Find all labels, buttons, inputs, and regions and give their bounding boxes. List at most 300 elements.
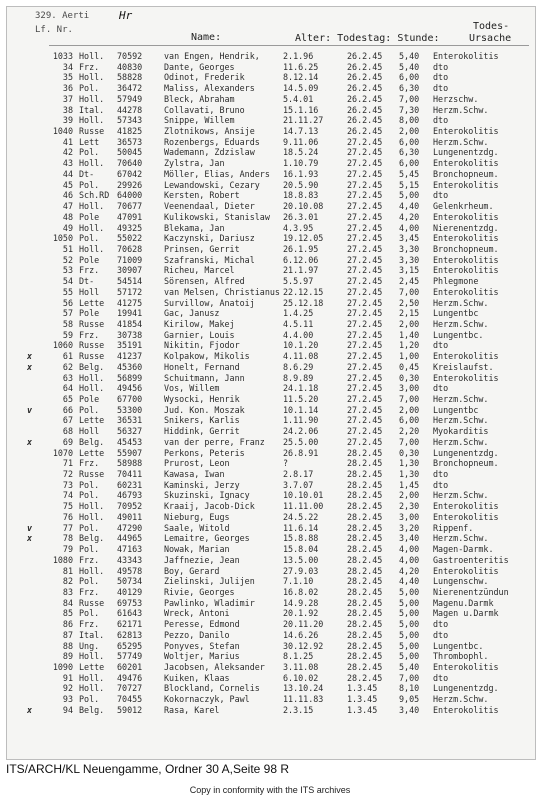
row-death-date: 27.2.45 <box>347 329 383 340</box>
row-cause-of-death: Gelenkrheum. <box>433 201 494 212</box>
row-birth-date: 8.9.89 <box>283 372 314 383</box>
row-number: 57 <box>62 308 73 319</box>
row-prisoner-number: 70411 <box>117 469 143 480</box>
row-hour: 5,00 <box>399 586 420 597</box>
row-prisoner-number: 47163 <box>117 544 143 555</box>
row-nationality: Belg. <box>79 533 105 544</box>
table-row <box>7 587 535 598</box>
row-name: van Melsen, Christianus <box>164 286 280 297</box>
row-death-date: 28.2.45 <box>347 501 383 512</box>
row-name: Blockland, Cornelis <box>164 683 260 694</box>
row-birth-date: 20.1.92 <box>283 608 319 619</box>
row-nationality: Pole <box>79 254 100 265</box>
row-number: 86 <box>62 619 73 630</box>
row-cause-of-death: Enterokolitis <box>433 661 499 672</box>
row-nationality: Holl <box>79 286 100 297</box>
row-nationality: Holl. <box>79 51 105 61</box>
row-hour: 3,30 <box>399 243 420 254</box>
row-birth-date: 15.1.16 <box>283 104 319 115</box>
row-hour: 8,10 <box>399 683 420 694</box>
row-number: 89 <box>62 651 73 662</box>
row-birth-date: 16.1.93 <box>283 168 319 179</box>
row-birth-date: 4.4.00 <box>283 329 314 340</box>
row-hour: 2,00 <box>399 404 420 415</box>
row-birth-date: 8.12.14 <box>283 72 319 83</box>
row-hour: 4,00 <box>399 544 420 555</box>
row-death-date: 1.3.45 <box>347 704 378 715</box>
row-cause-of-death: Gastroenteritis <box>433 554 509 565</box>
row-number: 62 <box>62 361 73 372</box>
row-prisoner-number: 41825 <box>117 126 143 137</box>
row-death-date: 27.2.45 <box>347 168 383 179</box>
row-death-date: 27.2.45 <box>347 179 383 190</box>
row-nationality: Holl. <box>79 383 105 394</box>
row-hour: 5,00 <box>399 619 420 630</box>
row-death-date: 1.3.45 <box>347 694 378 705</box>
table-row <box>7 608 535 619</box>
table-row <box>7 426 535 437</box>
row-hour: 5,40 <box>399 61 420 72</box>
row-cause-of-death: Herzm.Schw. <box>433 533 489 544</box>
row-nationality: Pol. <box>79 404 100 415</box>
row-hour: 1,40 <box>399 329 420 340</box>
row-birth-date: 8.1.25 <box>283 651 314 662</box>
row-prisoner-number: 19941 <box>117 308 143 319</box>
row-hour: 1,00 <box>399 351 420 362</box>
row-prisoner-number: 35191 <box>117 340 143 351</box>
table-row <box>7 223 535 234</box>
row-death-date: 28.2.45 <box>347 522 383 533</box>
row-cause-of-death: Enterokolitis <box>433 511 499 522</box>
row-mark: x <box>27 704 33 715</box>
row-cause-of-death: Magen u.Darmk <box>433 608 499 619</box>
row-birth-date: 2.8.17 <box>283 469 314 480</box>
row-hour: 7,00 <box>399 436 420 447</box>
row-number: 72 <box>62 469 73 480</box>
row-nationality: Dt- <box>79 168 95 179</box>
row-cause-of-death: dto <box>433 469 449 480</box>
row-nationality: Holl. <box>79 672 105 683</box>
row-nationality: Holl <box>79 426 100 437</box>
row-cause-of-death: Magenu.Darmk <box>433 597 494 608</box>
row-cause-of-death: Herzm.Schw. <box>433 490 489 501</box>
row-name: Vos, Willem <box>164 383 220 394</box>
row-number: 92 <box>62 683 73 694</box>
row-prisoner-number: 56327 <box>117 426 143 437</box>
row-cause-of-death: dto <box>433 61 449 72</box>
table-row <box>7 405 535 416</box>
row-hour: 3,40 <box>399 704 420 715</box>
row-hour: 7,00 <box>399 394 420 404</box>
row-hour: 5,00 <box>399 651 420 662</box>
table-row <box>7 255 535 266</box>
row-birth-date: 11.6.14 <box>283 522 319 533</box>
row-nationality: Pol. <box>79 233 100 244</box>
row-death-date: 27.2.45 <box>347 318 383 329</box>
row-prisoner-number: 57343 <box>117 115 143 126</box>
row-nationality: Holl. <box>79 651 105 662</box>
row-number: 78 <box>62 533 73 544</box>
table-row <box>7 180 535 191</box>
row-name: Nikitin, Fjodor <box>164 340 240 351</box>
row-birth-date: 3.7.07 <box>283 479 314 490</box>
row-birth-date: 11.11.83 <box>283 694 324 705</box>
row-death-date: 27.2.45 <box>347 394 383 404</box>
row-hour: 4,20 <box>399 211 420 222</box>
row-hour: 2,00 <box>399 318 420 329</box>
row-death-date: 26.2.45 <box>347 72 383 83</box>
row-number: 74 <box>62 490 73 501</box>
row-number: 47 <box>62 201 73 212</box>
row-prisoner-number: 41275 <box>117 297 143 308</box>
row-nationality: Pol. <box>79 479 100 490</box>
row-nationality: Frz. <box>79 586 100 597</box>
row-name: Richeu, Marcel <box>164 265 235 276</box>
table-row <box>7 641 535 652</box>
row-name: Rivie, Georges <box>164 586 235 597</box>
row-mark: v <box>27 522 33 533</box>
row-death-date: 27.2.45 <box>347 286 383 297</box>
row-name: Skuzinski, Ignacy <box>164 490 250 501</box>
row-hour: 2,30 <box>399 501 420 512</box>
row-number: 77 <box>62 522 73 533</box>
row-cause-of-death: Herzm.Schw. <box>433 297 489 308</box>
row-cause-of-death: dto <box>433 619 449 630</box>
row-birth-date: 20.10.08 <box>283 201 324 212</box>
row-death-date: 28.2.45 <box>347 544 383 555</box>
row-birth-date: 5.5.97 <box>283 276 314 287</box>
row-birth-date: 26.1.95 <box>283 243 319 254</box>
row-prisoner-number: 36573 <box>117 136 143 147</box>
row-number: 1060 <box>52 340 73 351</box>
row-death-date: 27.2.45 <box>347 222 383 233</box>
row-number: 58 <box>62 318 73 329</box>
row-birth-date: 27.9.03 <box>283 565 319 576</box>
row-birth-date: 30.12.92 <box>283 640 324 651</box>
row-name: Wademann, Zdzislaw <box>164 147 255 158</box>
row-prisoner-number: 55907 <box>117 447 143 458</box>
row-number: 55 <box>62 286 73 297</box>
row-cause-of-death: dto <box>433 190 449 201</box>
header-col-ursache: Ursache <box>469 33 512 44</box>
row-prisoner-number: 50045 <box>117 147 143 158</box>
row-name: Saale, Witold <box>164 522 230 533</box>
row-number: 93 <box>62 694 73 705</box>
row-death-date: 27.2.45 <box>347 201 383 212</box>
row-prisoner-number: 65295 <box>117 640 143 651</box>
row-prisoner-number: 56899 <box>117 372 143 383</box>
table-row <box>7 576 535 587</box>
row-nationality: Pole <box>79 308 100 319</box>
row-death-date: 28.2.45 <box>347 608 383 619</box>
table-row <box>7 662 535 673</box>
row-birth-date: 22.12.15 <box>283 286 324 297</box>
row-cause-of-death: Bronchopneum. <box>433 168 499 179</box>
row-name: Snippe, Willem <box>164 115 235 126</box>
row-name: Kawasa, Iwan <box>164 469 225 480</box>
row-nationality: Holl. <box>79 501 105 512</box>
row-number: 51 <box>62 243 73 254</box>
row-prisoner-number: 71009 <box>117 254 143 265</box>
row-nationality: Pol. <box>79 179 100 190</box>
row-birth-date: 21.1.97 <box>283 265 319 276</box>
row-cause-of-death: Enterokolitis <box>433 704 499 715</box>
row-number: 64 <box>62 383 73 394</box>
row-prisoner-number: 36531 <box>117 415 143 426</box>
row-hour: 3,15 <box>399 265 420 276</box>
row-cause-of-death: Lungentbc <box>433 404 479 415</box>
row-cause-of-death: Lungenentzdg. <box>433 147 499 158</box>
row-death-date: 28.2.45 <box>347 629 383 640</box>
row-name: Ponyves, Stefan <box>164 640 240 651</box>
row-nationality: Frz. <box>79 458 100 469</box>
row-birth-date: 10.1.20 <box>283 340 319 351</box>
row-nationality: Frz. <box>79 61 100 72</box>
row-death-date: 27.2.45 <box>347 426 383 437</box>
row-name: Kirilow, Makej <box>164 318 235 329</box>
row-prisoner-number: 61643 <box>117 608 143 619</box>
table-row <box>7 415 535 426</box>
row-name: Jud. Kon. Moszak <box>164 404 245 415</box>
row-cause-of-death: Enterokolitis <box>433 158 499 169</box>
row-nationality: Russe <box>79 469 105 480</box>
row-name: van Engen, Hendrik, <box>164 51 260 61</box>
table-row <box>7 437 535 448</box>
row-name: Peresse, Edmond <box>164 619 240 630</box>
table-row <box>7 555 535 566</box>
header-col-alter-todestag-stunde: Alter: Todestag: Stunde: <box>295 33 440 44</box>
row-cause-of-death: Herzm.Schw. <box>433 394 489 404</box>
row-birth-date: 4.5.11 <box>283 318 314 329</box>
row-death-date: 27.2.45 <box>347 254 383 265</box>
row-birth-date: 24.1.18 <box>283 383 319 394</box>
row-death-date: 27.2.45 <box>347 372 383 383</box>
row-prisoner-number: 45360 <box>117 361 143 372</box>
row-name: Pawlinko, Wladimir <box>164 597 255 608</box>
row-birth-date: 3.11.08 <box>283 661 319 672</box>
row-hour: 3,00 <box>399 383 420 394</box>
row-number: 71 <box>62 458 73 469</box>
row-death-date: 27.2.45 <box>347 340 383 351</box>
row-cause-of-death: Rippenf. <box>433 522 474 533</box>
row-cause-of-death: dto <box>433 72 449 83</box>
row-prisoner-number: 64000 <box>117 190 143 201</box>
row-hour: 5,15 <box>399 179 420 190</box>
row-death-date: 28.2.45 <box>347 511 383 522</box>
row-prisoner-number: 40129 <box>117 586 143 597</box>
row-death-date: 28.2.45 <box>347 651 383 662</box>
row-nationality: Pol. <box>79 694 100 705</box>
row-hour: 0,30 <box>399 447 420 458</box>
table-row <box>7 683 535 694</box>
row-name: Collavati, Bruno <box>164 104 245 115</box>
table-row <box>7 673 535 684</box>
table-row <box>7 201 535 212</box>
row-birth-date: 11.11.00 <box>283 501 324 512</box>
row-death-date: 27.2.45 <box>347 404 383 415</box>
row-cause-of-death: Enterokolitis <box>433 286 499 297</box>
row-cause-of-death: Enterokolitis <box>433 126 499 137</box>
row-name: Lemaitre, Georges <box>164 533 250 544</box>
row-prisoner-number: 54514 <box>117 276 143 287</box>
row-birth-date: 15.8.04 <box>283 544 319 555</box>
row-nationality: Frz. <box>79 554 100 565</box>
row-hour: 4,40 <box>399 201 420 212</box>
table-row <box>7 233 535 244</box>
row-cause-of-death: Enterokolitis <box>433 51 499 61</box>
row-nationality: Lette <box>79 297 105 308</box>
row-hour: 2,00 <box>399 490 420 501</box>
row-name: Wreck, Antoni <box>164 608 230 619</box>
table-row <box>7 287 535 298</box>
table-row <box>7 126 535 137</box>
row-cause-of-death: Enterokolitis <box>433 254 499 265</box>
row-birth-date: 26.3.01 <box>283 211 319 222</box>
row-birth-date: 25.12.18 <box>283 297 324 308</box>
row-name: Zielinski, Julijen <box>164 576 255 587</box>
row-death-date: 28.2.45 <box>347 447 383 458</box>
table-row <box>7 83 535 94</box>
table-row <box>7 469 535 480</box>
row-cause-of-death: Bronchopneum. <box>433 243 499 254</box>
row-prisoner-number: 69753 <box>117 597 143 608</box>
row-prisoner-number: 67042 <box>117 168 143 179</box>
row-death-date: 27.2.45 <box>347 415 383 426</box>
row-number: 1050 <box>52 233 73 244</box>
row-name: Nieburg, Eugs <box>164 511 230 522</box>
row-nationality: Dt- <box>79 276 95 287</box>
row-name: Dante, Georges <box>164 61 235 72</box>
row-number: 54 <box>62 276 73 287</box>
row-cause-of-death: dto <box>433 115 449 126</box>
row-prisoner-number: 58828 <box>117 72 143 83</box>
row-nationality: Ital. <box>79 629 105 640</box>
row-prisoner-number: 49011 <box>117 511 143 522</box>
row-prisoner-number: 47290 <box>117 522 143 533</box>
row-name: Nowak, Marian <box>164 544 230 555</box>
row-name: Kulikowski, Stanislaw <box>164 211 270 222</box>
header-col-lf-nr: Lf. Nr. <box>35 25 73 35</box>
row-death-date: 28.2.45 <box>347 672 383 683</box>
row-nationality: Pol. <box>79 544 100 555</box>
row-number: 63 <box>62 372 73 383</box>
row-birth-date: 6.10.02 <box>283 672 319 683</box>
row-prisoner-number: 41237 <box>117 351 143 362</box>
row-prisoner-number: 50734 <box>117 576 143 587</box>
row-mark: x <box>27 351 33 362</box>
row-death-date: 27.2.45 <box>347 361 383 372</box>
row-birth-date: 1.4.25 <box>283 308 314 319</box>
row-birth-date: 13.5.00 <box>283 554 319 565</box>
row-birth-date: 20.11.20 <box>283 619 324 630</box>
row-name: Boy, Gerard <box>164 565 220 576</box>
row-number: 46 <box>62 190 73 201</box>
row-mark: x <box>27 436 33 447</box>
row-birth-date: ? <box>283 458 289 469</box>
row-hour: 5,00 <box>399 608 420 619</box>
row-nationality: Lette <box>79 447 105 458</box>
row-cause-of-death: Kreislaufst. <box>433 361 494 372</box>
row-hour: 1,45 <box>399 479 420 490</box>
ledger-page-scan <box>6 6 536 760</box>
row-hour: 5,40 <box>399 51 420 61</box>
row-number: 1033 <box>52 51 73 61</box>
row-nationality: Pol. <box>79 522 100 533</box>
row-number: 69 <box>62 436 73 447</box>
row-name: Möller, Elias, Anders <box>164 168 270 179</box>
row-prisoner-number: 58988 <box>117 458 143 469</box>
row-hour: 6,00 <box>399 72 420 83</box>
row-name: Survillow, Anatoij <box>164 297 255 308</box>
row-death-date: 26.2.45 <box>347 83 383 94</box>
row-nationality: Sch.RD <box>79 190 110 201</box>
row-birth-date: 14.5.09 <box>283 83 319 94</box>
row-number: 56 <box>62 297 73 308</box>
row-nationality: Russe <box>79 318 105 329</box>
row-hour: 4,00 <box>399 222 420 233</box>
table-row <box>7 598 535 609</box>
row-nationality: Pol. <box>79 490 100 501</box>
row-prisoner-number: 36472 <box>117 83 143 94</box>
row-prisoner-number: 60231 <box>117 479 143 490</box>
table-row <box>7 490 535 501</box>
row-death-date: 28.2.45 <box>347 469 383 480</box>
row-birth-date: 8.6.29 <box>283 361 314 372</box>
row-birth-date: 5.4.01 <box>283 93 314 104</box>
row-prisoner-number: 70640 <box>117 158 143 169</box>
row-name: van der perre, Franz <box>164 436 265 447</box>
row-hour: 1,20 <box>399 340 420 351</box>
row-prisoner-number: 44278 <box>117 104 143 115</box>
table-row <box>7 480 535 491</box>
row-nationality: Pol. <box>79 576 100 587</box>
row-hour: 3,40 <box>399 533 420 544</box>
row-name: Kokornaczyk, Pawl <box>164 694 250 705</box>
row-nationality: Holl. <box>79 372 105 383</box>
row-cause-of-death: Lungenentzdg. <box>433 447 499 458</box>
row-birth-date: 1.11.90 <box>283 415 319 426</box>
table-row <box>7 394 535 405</box>
row-name: Lewandowski, Cezary <box>164 179 260 190</box>
row-nationality: Holl. <box>79 72 105 83</box>
row-number: 76 <box>62 511 73 522</box>
table-row <box>7 351 535 362</box>
row-death-date: 27.2.45 <box>347 297 383 308</box>
row-name: Snikers, Karlis <box>164 415 240 426</box>
table-row <box>7 330 535 341</box>
row-death-date: 26.2.45 <box>347 115 383 126</box>
table-row <box>7 308 535 319</box>
row-death-date: 28.2.45 <box>347 661 383 672</box>
table-row <box>7 544 535 555</box>
row-name: Rozenbergs, Eduards <box>164 136 260 147</box>
row-name: Maliss, Alexanders <box>164 83 255 94</box>
row-nationality: Ital. <box>79 104 105 115</box>
row-death-date: 28.2.45 <box>347 554 383 565</box>
row-prisoner-number: 49456 <box>117 383 143 394</box>
table-row <box>7 694 535 705</box>
row-hour: 5,45 <box>399 168 420 179</box>
row-number: 65 <box>62 394 73 404</box>
table-row <box>7 630 535 641</box>
row-number: 87 <box>62 629 73 640</box>
row-name: Sörensen, Alfred <box>164 276 245 287</box>
row-name: Zlotnikows, Ansije <box>164 126 255 137</box>
row-cause-of-death: dto <box>433 340 449 351</box>
row-hour: 3,30 <box>399 254 420 265</box>
row-number: 37 <box>62 93 73 104</box>
row-hour: 0,45 <box>399 361 420 372</box>
